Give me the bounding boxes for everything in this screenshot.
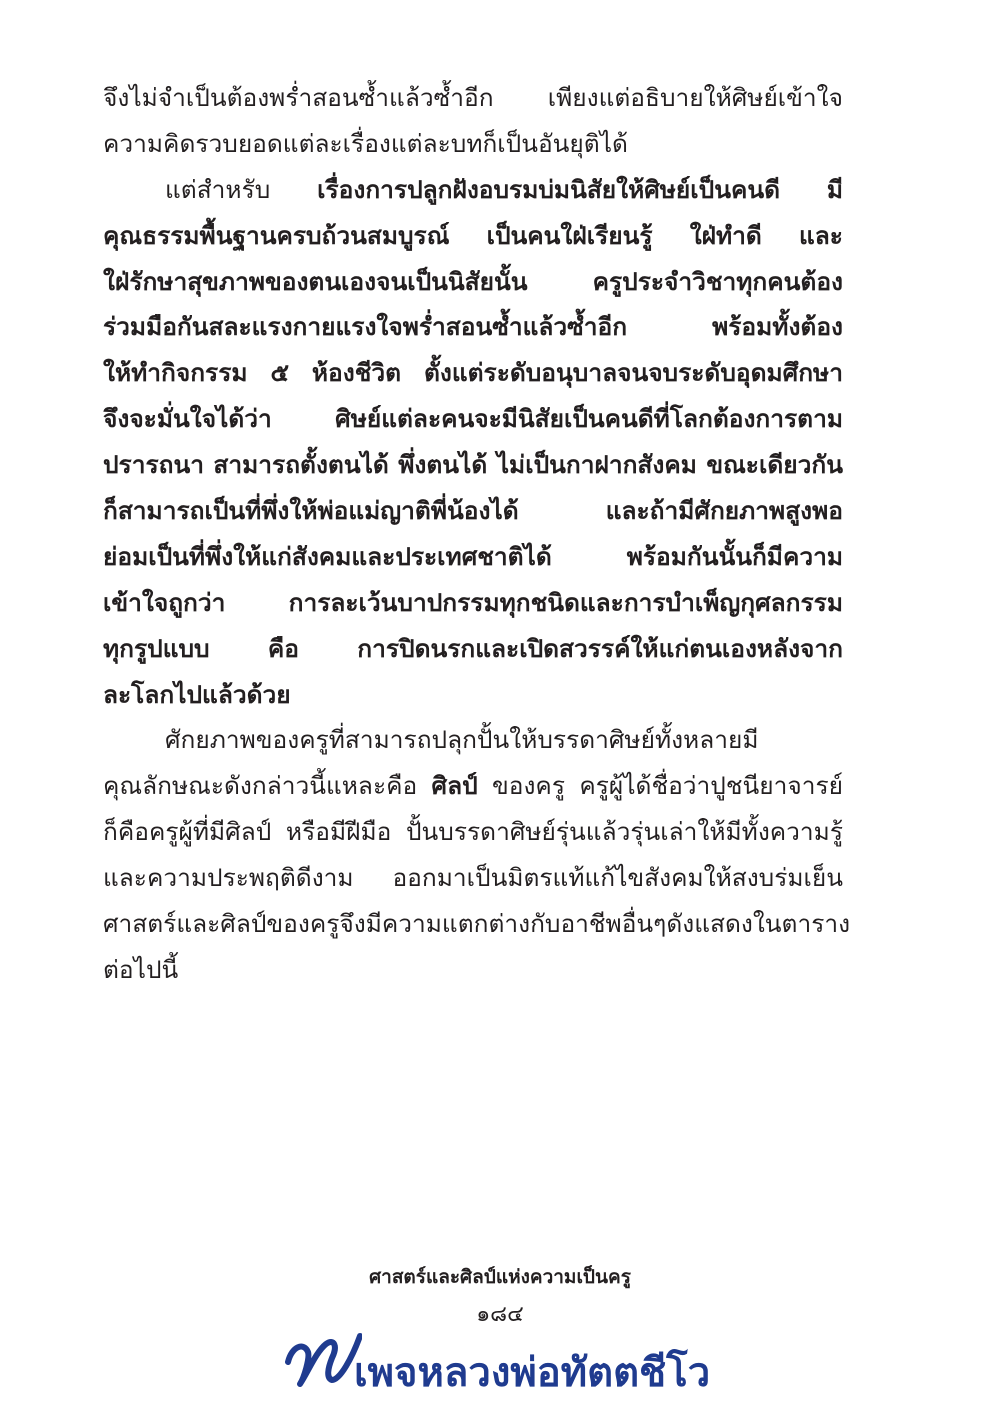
text-segment: จึงไม่จำเป็นต้องพร่ำสอนซ้ำแล้วซ้ำอีก [103,83,494,112]
text-line [103,809,843,855]
text-segment: ตั้งแต่ระดับอนุบาลจนจบระดับอุดมศึกษา [423,358,843,388]
text-line [103,396,843,442]
body-text [103,75,851,993]
text-segment: เข้าใจถูกว่า [103,587,226,617]
text-segment: พร้อมทั้งต้อง [712,312,843,342]
text-line [103,75,843,121]
text-segment: ปรารถนา [103,450,204,480]
text-line [103,855,843,901]
text-segment: เพียงแต่อธิบายให้ศิษย์เข้าใจ [547,83,843,112]
text-line [103,947,843,993]
text-segment: ปั้นบรรดาศิษย์รุ่นแล้วรุ่นเล่าให้มีทั้งความรู้ [405,817,843,847]
text-segment: พร้อมกันนั้นก็มีความ [626,541,843,571]
text-line [103,672,843,718]
text-segment: เป็นคนใฝ่เรียนรู้ [486,220,653,250]
text-segment: ความคิดรวบยอดแต่ละเรื่องแต่ละบทก็เป็นอันยุติได้ [103,128,628,158]
text-segment: และถ้ามีศักยภาพสูงพอ [605,496,843,526]
text-line [103,121,843,167]
book-title: ศาสตร์และศิลป์แห่งความเป็นครู [369,1266,631,1288]
text-line [103,167,843,213]
text-segment: ๕ [270,358,289,388]
text-segment: แต่สำหรับ [165,174,271,204]
text-segment: ต่อไปนี้ [103,954,179,984]
text-segment: ศักยภาพของครูที่สามารถปลุกปั้นให้บรรดาศิษย์ทั้งหลายมี [165,725,759,755]
text-line [103,488,843,534]
text-line [103,626,843,672]
text-segment: สามารถตั้งตนได้ [213,450,389,480]
text-line [103,259,843,305]
text-segment: และ [799,220,843,250]
text-segment: ใฝ่รักษาสุขภาพของตนเองจนเป็นนิสัยนั้น [103,266,528,296]
text-segment: ก็คือครูผู้ที่มีศิลป์ [103,817,272,847]
page-number: ๑๘๔ [476,1302,524,1327]
text-segment: ให้ทำกิจกรรม [103,358,248,388]
text-segment: ใฝ่ทำดี [689,220,762,250]
text-segment: ห้องชีวิต [311,358,402,388]
text-segment: ศิษย์แต่ละคนจะมีนิสัยเป็นคนดีที่โลกต้องการตาม [335,404,843,434]
text-line [103,717,843,763]
text-segment: ครูประจำวิชาทุกคนต้อง [592,266,843,296]
text-segment: คุณธรรมพื้นฐานครบถ้วนสมบูรณ์ [103,220,450,250]
logo-text: เพจหลวงพ่อทัตตชีโว [354,1350,711,1396]
text-line [103,901,851,947]
text-line [103,442,843,488]
text-segment: มี [826,174,843,204]
text-segment: ศาสตร์และศิลป์ของครูจึงมีความแตกต่างกับอาชีพอื่นๆ [103,909,667,939]
text-segment: ครูผู้ได้ชื่อว่าปูชนียาจารย์ [579,771,843,801]
text-segment: ละโลกไปแล้วด้วย [103,679,291,709]
text-line [103,580,843,626]
text-segment: ศิลป์ [431,771,478,801]
text-segment: เรื่องการปลูกฝังอบรมบ่มนิสัยให้ศิษย์เป็นคนดี [317,174,781,204]
text-segment: ทุกรูปแบบ [103,633,210,663]
text-line [103,534,843,580]
text-line [103,304,843,350]
text-segment: ย่อมเป็นที่พึ่งให้แก่สังคมและประเทศชาติได้ [103,541,552,571]
text-segment: ขณะเดียวกัน [706,450,843,480]
text-segment: ออกมาเป็นมิตรแท้แก้ไขสังคมให้สงบร่มเย็น [392,863,843,893]
text-segment: คุณลักษณะดังกล่าวนี้แหละคือ [103,771,418,801]
text-segment: ดังแสดงในตาราง [666,909,851,939]
page-logo [282,1318,722,1398]
text-line [103,213,843,259]
text-segment: จึงจะมั่นใจได้ว่า [103,404,272,434]
text-segment: ไม่เป็นกาฝากสังคม [496,450,697,480]
text-segment: และความประพฤติดีงาม [103,863,354,893]
logo-mark-icon [282,1318,362,1398]
text-line [103,350,843,396]
text-segment: พึ่งตนได้ [398,450,488,480]
text-segment: ร่วมมือกันสละแรงกายแรงใจพร่ำสอนซ้ำแล้วซ้ำอีก [103,312,628,342]
text-segment: คือ [267,633,299,663]
text-segment: หรือมีฝีมือ [285,817,392,847]
text-line [103,763,843,809]
text-segment: การปิดนรกและเปิดสวรรค์ให้แก่ตนเองหลังจาก [357,633,843,663]
text-segment: การละเว้นบาปกรรมทุกชนิดและการบำเพ็ญกุศลกรรม [288,587,843,617]
text-segment: ของครู [492,771,565,801]
text-segment: ก็สามารถเป็นที่พึ่งให้พ่อแม่ญาติพี่น้องได้ [103,496,519,526]
